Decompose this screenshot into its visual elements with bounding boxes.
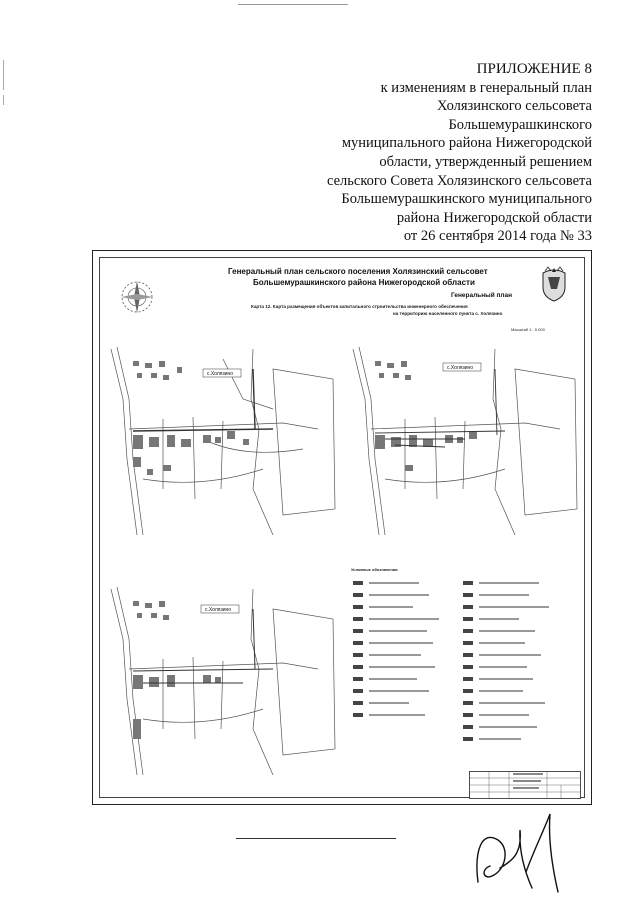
map-panel-top-left bbox=[103, 339, 339, 535]
map-panel-bottom-left bbox=[103, 579, 339, 775]
sheet-title-line-2: Большемурашкинского района Нижегородской области bbox=[253, 278, 475, 287]
map-legend bbox=[345, 563, 581, 763]
map-village-label-top-right: с.Холязино bbox=[447, 365, 474, 371]
header-line-6: области, утвержденный решением bbox=[379, 153, 592, 170]
sheet-title-line-1: Генеральный план сельского поселения Холязинский сельсовет bbox=[228, 267, 488, 276]
header-line-5: муниципального района Нижегородской bbox=[341, 135, 592, 152]
map-caption-line-2: на территорию населенного пункта с. Холязино bbox=[393, 311, 503, 316]
header-line-2: к изменениям в генеральный план bbox=[380, 79, 592, 96]
legend-heading: Условные обозначения bbox=[351, 567, 398, 572]
map-village-label-top-left: с.Холязино bbox=[207, 371, 234, 377]
coat-of-arms-icon bbox=[539, 265, 569, 303]
scan-edge-mark-left-1 bbox=[3, 60, 4, 90]
map-scale: Масштаб 1 : 5 000 bbox=[511, 327, 545, 332]
header-line-3: Холязинского сельсовета bbox=[437, 98, 592, 115]
header-line-7: сельского Совета Холязинского сельсовета bbox=[326, 172, 592, 189]
appendix-header bbox=[292, 60, 592, 246]
signature-underline bbox=[236, 838, 396, 839]
title-block-stamp bbox=[469, 771, 581, 799]
handwritten-signature bbox=[470, 810, 580, 900]
north-arrow-icon bbox=[115, 275, 159, 319]
header-date-line: от 26 сентября 2014 года № 33 bbox=[403, 228, 592, 245]
header-line-8: Большемурашкинского муниципального bbox=[341, 191, 592, 208]
sheet-subtitle: Генеральный план bbox=[451, 292, 513, 299]
map-village-label-bottom-left: с.Холязино bbox=[205, 607, 232, 613]
header-line-9: района Нижегородской области bbox=[396, 209, 592, 226]
scan-edge-mark-left-2 bbox=[3, 95, 4, 105]
map-caption-line-1: Карта 12. Карта размещения объектов капитального строительства инженерного обеспечения bbox=[251, 304, 468, 309]
legend-entries bbox=[345, 563, 581, 759]
map-sheet bbox=[92, 250, 592, 805]
scan-edge-mark-top bbox=[238, 4, 348, 5]
appendix-title: ПРИЛОЖЕНИЕ 8 bbox=[476, 61, 592, 77]
header-line-4: Большемурашкинского bbox=[448, 116, 592, 133]
map-panel-top-right bbox=[345, 339, 581, 535]
